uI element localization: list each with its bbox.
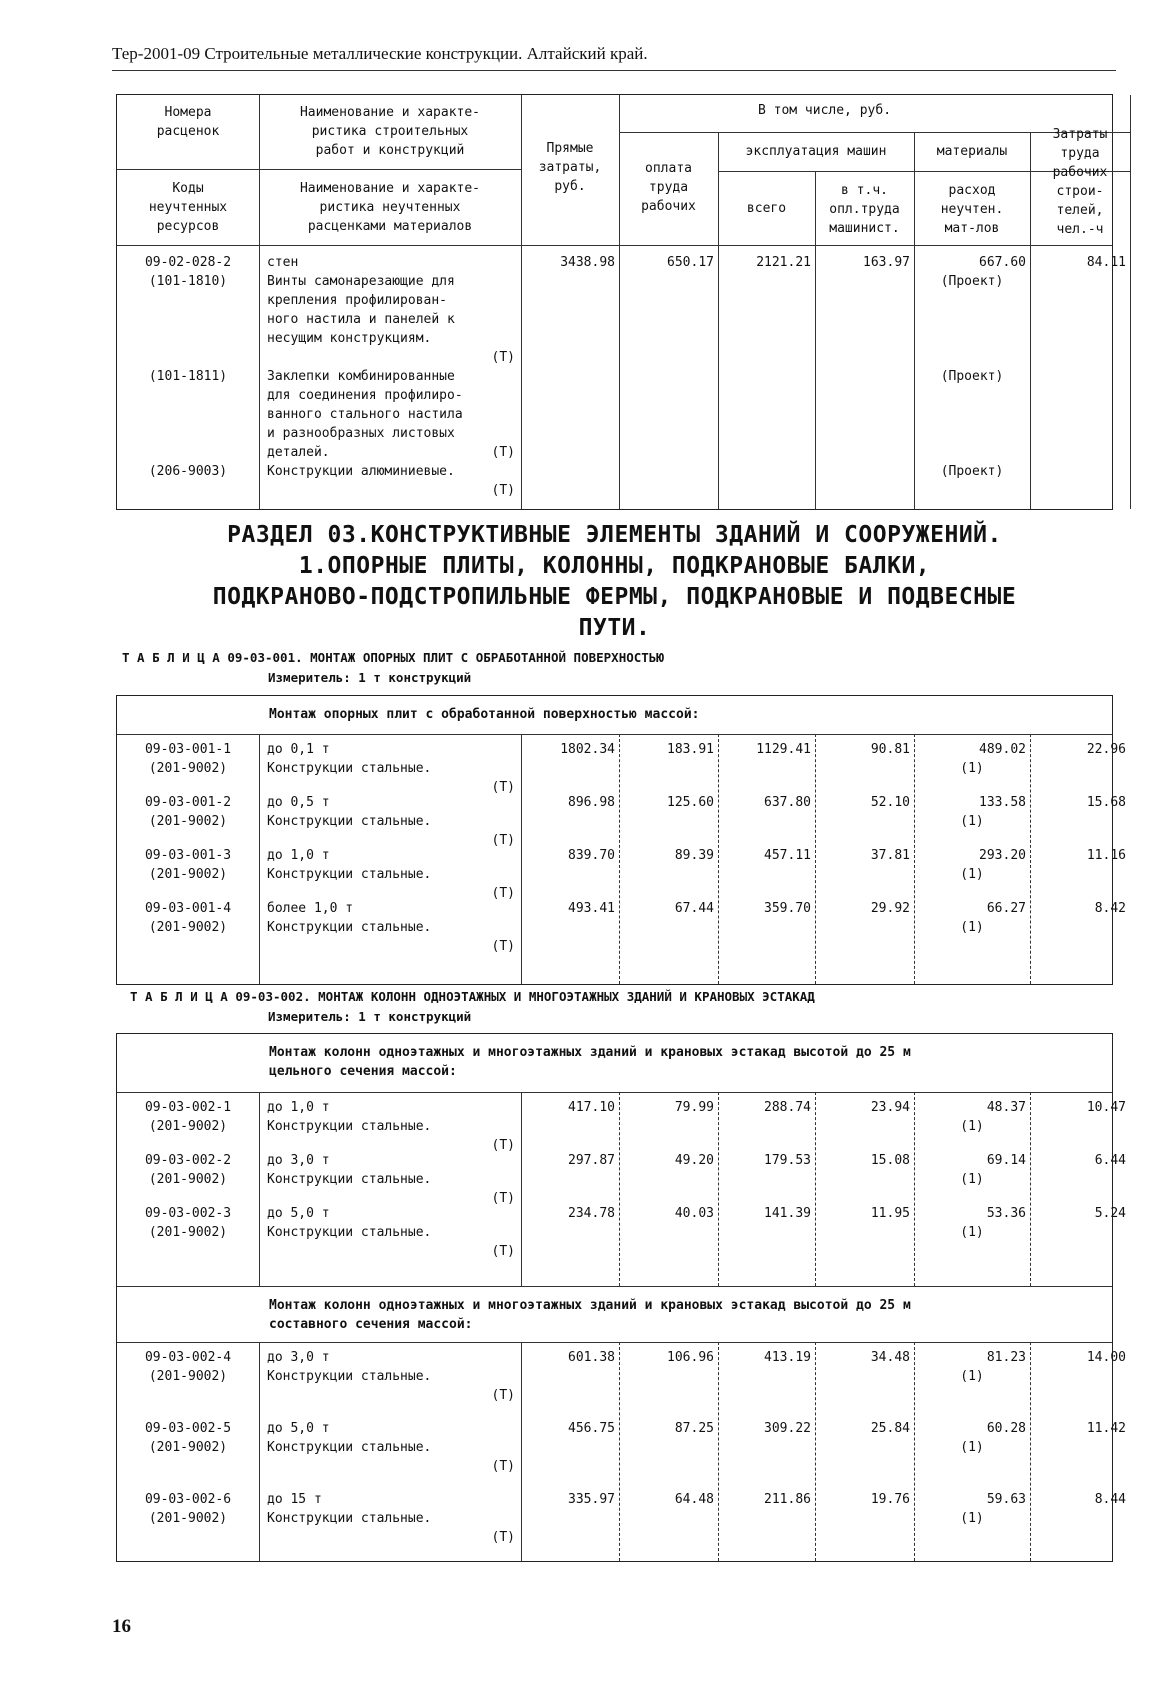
resource-code: (201-9002) [148,1369,228,1384]
resource-code: (201-9002) [148,1172,228,1187]
machines-value: 457.11 [764,848,811,863]
operators-value: 163.97 [863,255,910,270]
wages-value: 87.25 [674,1421,714,1436]
operators-value: 15.08 [870,1153,910,1168]
resource-name: Заклепки комбинированные для соединения профилиро- ванного стального настила и разнообразных листовых деталей. [267,369,463,460]
direct-costs-value: 234.78 [568,1206,615,1221]
resource-note: (Проект) [940,274,1004,289]
resource-code: (101-1810) [148,274,228,289]
material-mark: (Т) [491,780,515,795]
col-header-machines-total: всего [746,201,787,216]
resource-code: (206-9003) [148,464,228,479]
material-mark: (Т) [491,833,515,848]
col-header-machine-operators: в т.ч. опл.труда машинист. [829,183,900,236]
rate-name: до 15 т [267,1492,322,1507]
direct-costs-value: 456.75 [568,1421,615,1436]
wages-value: 49.20 [674,1153,714,1168]
machines-value: 1129.41 [756,742,811,757]
resource-code: (201-9002) [148,761,228,776]
machines-value: 309.22 [764,1421,811,1436]
col-header-codes: Номера расценок [156,105,220,139]
labor-value: 84.11 [1086,255,1126,270]
rate-name: до 3,0 т [267,1350,330,1365]
material-quantity: (1) [960,761,984,776]
table-09-03-002 [116,1033,1126,1562]
col-header-materials: материалы [936,144,1008,159]
materials-value: 133.58 [979,795,1026,810]
wages-value: 64.48 [674,1492,714,1507]
material-quantity: (1) [960,1369,984,1384]
material-name: Конструкции стальные. [267,920,432,935]
direct-costs-value: 417.10 [568,1100,615,1115]
table-meter: Измеритель: 1 т конструкций [268,670,472,685]
rate-code: 09-03-002-2 [144,1153,232,1168]
materials-value: 53.36 [986,1206,1026,1221]
rate-name: до 0,1 т [267,742,330,757]
col-header-machines: эксплуатация машин [745,144,887,159]
resource-mark: (Т) [491,445,515,460]
machines-value: 141.39 [764,1206,811,1221]
material-name: Конструкции стальные. [267,1369,432,1384]
rate-name: до 1,0 т [267,1100,330,1115]
top-table [116,94,1126,510]
table-meter: Измеритель: 1 т конструкций [268,1009,472,1024]
direct-costs-value: 493.41 [568,901,615,916]
rate-code: 09-03-001-2 [144,795,232,810]
wages-value: 67.44 [674,901,714,916]
operators-value: 90.81 [870,742,910,757]
labor-value: 11.16 [1086,848,1126,863]
material-mark: (Т) [491,1191,515,1206]
material-mark: (Т) [491,886,515,901]
group-heading: Монтаж опорных плит с обработанной поверхностью массой: [269,707,700,722]
table-caption: Т А Б Л И Ц А 09-03-001. МОНТАЖ ОПОРНЫХ ПЛИТ С ОБРАБОТАННОЙ ПОВЕРХНОСТЬЮ [122,650,664,665]
material-mark: (Т) [491,1530,515,1545]
header-rule [112,70,1116,71]
machines-value: 413.19 [764,1350,811,1365]
rate-code: 09-03-002-3 [144,1206,232,1221]
rate-name: до 5,0 т [267,1421,330,1436]
resource-mark: (Т) [491,350,515,365]
labor-value: 15.68 [1086,795,1126,810]
direct-costs-value: 335.97 [568,1492,615,1507]
rate-code: 09-02-028-2 [144,255,232,270]
direct-costs-value: 896.98 [568,795,615,810]
wages-value: 125.60 [667,795,714,810]
direct-costs-value: 839.70 [568,848,615,863]
material-name: Конструкции стальные. [267,1225,432,1240]
col-header-including: В том числе, руб. [757,103,892,118]
group-heading: Монтаж колонн одноэтажных и многоэтажных зданий и крановых эстакад высотой до 25 м цельного сечения массой: [269,1045,911,1079]
rate-name: более 1,0 т [267,901,354,916]
materials-value: 81.23 [986,1350,1026,1365]
material-name: Конструкции стальные. [267,1172,432,1187]
rate-code: 09-03-002-4 [144,1350,232,1365]
resource-note: (Проект) [940,369,1004,384]
material-name: Конструкции стальные. [267,1511,432,1526]
direct-costs-value: 601.38 [568,1350,615,1365]
rate-code: 09-03-002-5 [144,1421,232,1436]
direct-costs-value: 297.87 [568,1153,615,1168]
wages-value: 89.39 [674,848,714,863]
resource-mark: (Т) [491,483,515,498]
materials-value: 48.37 [986,1100,1026,1115]
operators-value: 19.76 [870,1492,910,1507]
resource-code: (201-9002) [148,1119,228,1134]
resource-code: (201-9002) [148,920,228,935]
group-heading: Монтаж колонн одноэтажных и многоэтажных зданий и крановых эстакад высотой до 25 м составного сечения массой: [269,1298,911,1332]
material-mark: (Т) [491,1138,515,1153]
material-mark: (Т) [491,1459,515,1474]
direct-costs-value: 3438.98 [560,255,615,270]
materials-value: 59.63 [986,1492,1026,1507]
rate-code: 09-03-002-1 [144,1100,232,1115]
rate-code: 09-03-002-6 [144,1492,232,1507]
col-header-materials-unaccounted: расход неучтен. мат-лов [940,183,1004,236]
labor-value: 14.00 [1086,1350,1126,1365]
running-header: Тер-2001-09 Строительные металлические конструкции. Алтайский край. [112,44,648,63]
resource-code: (201-9002) [148,1225,228,1240]
material-quantity: (1) [960,1511,984,1526]
material-name: Конструкции стальные. [267,1119,432,1134]
operators-value: 23.94 [870,1100,910,1115]
operators-value: 34.48 [870,1350,910,1365]
col-header-resource-codes: Коды неучтенных ресурсов [148,181,228,234]
machines-value: 211.86 [764,1492,811,1507]
material-quantity: (1) [960,1225,984,1240]
material-name: Конструкции стальные. [267,761,432,776]
operators-value: 37.81 [870,848,910,863]
operators-value: 25.84 [870,1421,910,1436]
machines-value: 359.70 [764,901,811,916]
rate-name: до 0,5 т [267,795,330,810]
col-header-direct-costs: Прямые затраты, руб. [538,141,602,194]
resource-code: (201-9002) [148,1440,228,1455]
material-name: Конструкции стальные. [267,1440,432,1455]
labor-value: 11.42 [1086,1421,1126,1436]
material-quantity: (1) [960,867,984,882]
materials-value: 293.20 [979,848,1026,863]
materials-value: 489.02 [979,742,1026,757]
resource-name: Винты самонарезающие для крепления профилирован- ного настила и панелей к несущим конструкциям. [267,274,455,346]
material-mark: (Т) [491,1388,515,1403]
machines-value: 2121.21 [756,255,811,270]
col-header-wages: оплата труда рабочих [641,161,696,214]
materials-value: 66.27 [986,901,1026,916]
wages-value: 40.03 [674,1206,714,1221]
material-quantity: (1) [960,1119,984,1134]
wages-value: 79.99 [674,1100,714,1115]
operators-value: 29.92 [870,901,910,916]
resource-name: Конструкции алюминиевые. [267,464,455,479]
wages-value: 650.17 [667,255,714,270]
machines-value: 179.53 [764,1153,811,1168]
page-number: 16 [112,1616,131,1637]
machines-value: 637.80 [764,795,811,810]
material-mark: (Т) [491,1244,515,1259]
direct-costs-value: 1802.34 [560,742,615,757]
material-quantity: (1) [960,814,984,829]
table-09-03-001 [116,695,1126,985]
labor-value: 8.42 [1094,901,1126,916]
materials-value: 69.14 [986,1153,1026,1168]
machines-value: 288.74 [764,1100,811,1115]
labor-value: 6.44 [1094,1153,1126,1168]
labor-value: 22.96 [1086,742,1126,757]
rate-name: до 3,0 т [267,1153,330,1168]
resource-code: (101-1811) [148,369,228,384]
operators-value: 11.95 [870,1206,910,1221]
rate-name: до 1,0 т [267,848,330,863]
resource-note: (Проект) [940,464,1004,479]
resource-code: (201-9002) [148,867,228,882]
material-name: Конструкции стальные. [267,867,432,882]
resource-code: (201-9002) [148,1511,228,1526]
material-quantity: (1) [960,1172,984,1187]
material-name: Конструкции стальные. [267,814,432,829]
material-mark: (Т) [491,939,515,954]
wages-value: 106.96 [667,1350,714,1365]
materials-value: 667.60 [979,255,1026,270]
material-quantity: (1) [960,920,984,935]
col-header-names: Наименование и характе- ристика строительных работ и конструкций [299,105,480,158]
wages-value: 183.91 [667,742,714,757]
rate-code: 09-03-001-1 [144,742,232,757]
col-header-labor: Затраты труда рабочих строи- телей, чел.-ч [1052,127,1108,237]
labor-value: 5.24 [1094,1206,1126,1221]
materials-value: 60.28 [986,1421,1026,1436]
operators-value: 52.10 [870,795,910,810]
rate-name: до 5,0 т [267,1206,330,1221]
labor-value: 10.47 [1086,1100,1126,1115]
rate-name: стен [267,255,299,270]
labor-value: 8.44 [1094,1492,1126,1507]
material-quantity: (1) [960,1440,984,1455]
resource-code: (201-9002) [148,814,228,829]
table-caption: Т А Б Л И Ц А 09-03-002. МОНТАЖ КОЛОНН ОДНОЭТАЖНЫХ И МНОГОЭТАЖНЫХ ЗДАНИЙ И КРАНОВЫХ ЭСТАКАД [130,989,815,1004]
col-header-material-names: Наименование и характе- ристика неучтенных расценками материалов [299,181,480,234]
rate-code: 09-03-001-4 [144,901,232,916]
section-title: РАЗДЕЛ 03.КОНСТРУКТИВНЫЕ ЭЛЕМЕНТЫ ЗДАНИЙ И СООРУЖЕНИЙ. 1.ОПОРНЫЕ ПЛИТЫ, КОЛОННЫ, ПОДКРАНОВЫЕ БАЛКИ, ПОДКРАНОВО-ПОДСТРОПИЛЬНЫЕ ФЕРМЫ, ПОДКРАНОВЫЕ И ПОДВЕСНЫЕ ПУТИ. [212,522,1017,641]
rate-code: 09-03-001-3 [144,848,232,863]
